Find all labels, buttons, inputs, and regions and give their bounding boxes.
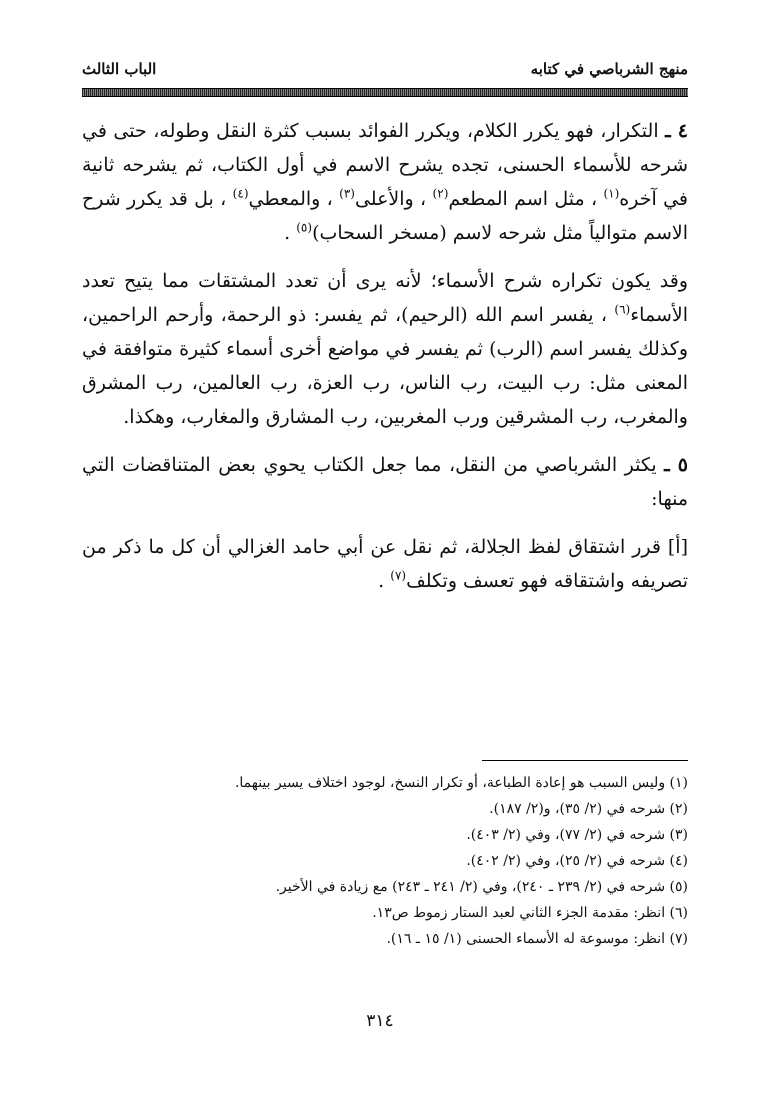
footnote-5: (٥) شرحه في (٢/ ٢٣٩ ـ ٢٤٠)، وفي (٢/ ٢٤١ ـ ٢٤٣) مع زيادة في الأخير. bbox=[275, 879, 688, 895]
footnote-4: (٤) شرحه في (٢/ ٢٥)، وفي (٢/ ٤٠٢). bbox=[466, 853, 688, 869]
paragraph-text: . bbox=[284, 222, 291, 244]
paragraph-text: ، والأعلى bbox=[354, 188, 427, 210]
footnote-ref-2[interactable]: (٢) bbox=[432, 186, 449, 201]
footnote-ref-6[interactable]: (٦) bbox=[614, 302, 631, 317]
item-number-5: ٥ ـ bbox=[664, 454, 688, 476]
paragraph-repetition bbox=[82, 114, 688, 250]
footnote-1: (١) وليس السبب هو إعادة الطباعة، أو تكرار النسخ، لوجود اختلاف يسير بينهما. bbox=[234, 775, 688, 791]
paragraph-text: وقد يكون تكراره شرح الأسماء؛ لأنه يرى أن تعدد المشتقات مما يتيح تعدد الأسماء bbox=[82, 270, 688, 326]
main-text bbox=[82, 114, 688, 612]
footnote-ref-4[interactable]: (٤) bbox=[232, 186, 249, 201]
footnote-divider bbox=[482, 760, 688, 761]
paragraph-text: ، بل قد يكرر شرح الاسم متوالياً مثل شرحه لاسم (مسخر السحاب) bbox=[82, 188, 688, 244]
paragraph-text: [أ] قرر اشتقاق لفظ الجلالة، ثم نقل عن أبي حامد الغزالي أن كل ما ذكر من تصريفه واشتقاقه فهو تعسف وتكلف bbox=[82, 536, 688, 592]
footnote-3: (٣) شرحه في (٢/ ٧٧)، وفي (٢/ ٤٠٣). bbox=[466, 827, 688, 843]
paragraph-item-a bbox=[82, 530, 688, 598]
paragraph-text: التكرار، فهو يكرر الكلام، ويكرر الفوائد بسبب كثرة النقل وطوله، حتى في شرحه للأسماء الحسنى، تجده يشرح الاسم في أول الكتاب، ثم يشرحه ثانية في آخره bbox=[82, 120, 688, 210]
running-header bbox=[82, 60, 688, 82]
footnote-ref-5[interactable]: (٥) bbox=[296, 220, 313, 235]
paragraph-text: ، يفسر اسم الله (الرحيم)، ثم يفسر: ذو الرحمة، وأرحم الراحمين، وكذلك يفسر اسم (الرب) ثم يفسر في مواضع أخرى أسماء كثيرة متوافقة في المعنى مثل: رب البيت، رب الناس، رب العزة، رب العالمين، رب المشرق والمغرب، رب المشرقين ورب المغربين، رب المشارق والمغارب، وهكذا. bbox=[82, 304, 688, 428]
item-number-4: ٤ ـ bbox=[665, 120, 688, 142]
paragraph-text: ، والمعطي bbox=[248, 188, 333, 210]
header-divider bbox=[82, 88, 688, 97]
paragraph-text: . bbox=[378, 570, 385, 592]
footnote-ref-3[interactable]: (٣) bbox=[339, 186, 355, 201]
footnote-ref-1[interactable]: (١) bbox=[603, 186, 620, 201]
footnote-6: (٦) انظر: مقدمة الجزء الثاني لعبد الستار زموط ص١٣. bbox=[372, 905, 688, 921]
chapter-header: الباب الثالث bbox=[82, 60, 157, 78]
footnote-7: (٧) انظر: موسوعة له الأسماء الحسنى (١/ ١٥ ـ ١٦). bbox=[386, 931, 688, 947]
paragraph-derivations bbox=[82, 264, 688, 434]
footnote-ref-7[interactable]: (٧) bbox=[390, 568, 407, 583]
page-number: ٣١٤ bbox=[366, 1011, 394, 1031]
footnotes-section bbox=[82, 770, 688, 952]
paragraph-text: يكثر الشرباصي من النقل، مما جعل الكتاب يحوي بعض المتناقضات التي منها: bbox=[82, 454, 688, 510]
book-title-header: منهج الشرباصي في كتابه bbox=[530, 60, 688, 78]
paragraph-text: ، مثل اسم المطعم bbox=[448, 188, 598, 210]
footnote-2: (٢) شرحه في (٢/ ٣٥)، و(٢/ ١٨٧). bbox=[489, 801, 688, 817]
paragraph-contradictions bbox=[82, 448, 688, 516]
